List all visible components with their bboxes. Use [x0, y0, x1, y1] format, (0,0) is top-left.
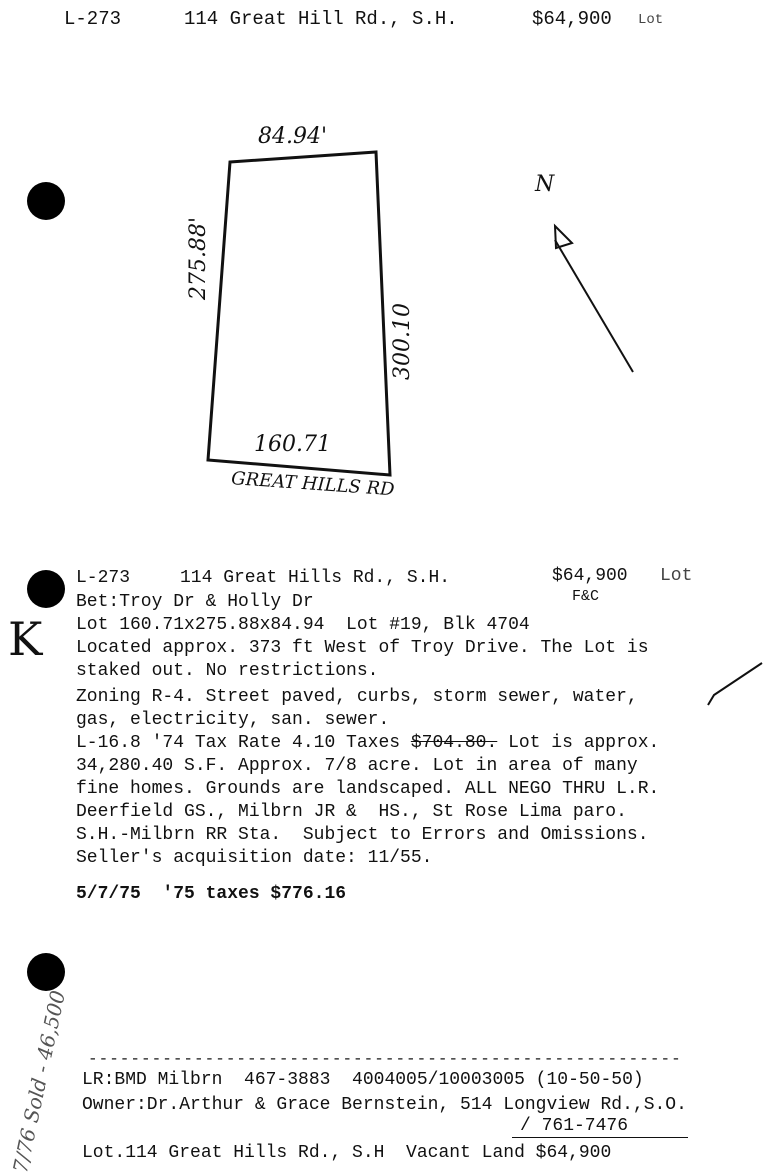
card-line: Deerfield GS., Milbrn JR & HS., St Rose Lima paro. [76, 802, 627, 822]
plot-left-dimension: 275.88' [186, 216, 211, 300]
margin-sold-note: 7/76 Sold - 46,500 [8, 988, 71, 1175]
plot-top-dimension: 84.94' [258, 124, 328, 149]
plot-right-dimension: 300.10 [390, 303, 415, 380]
struck-tax-amount: $704.80. [410, 733, 498, 753]
footer-phone-underline [512, 1137, 688, 1138]
card-address: 114 Great Hills Rd., S.H. [180, 568, 451, 588]
card-type: Lot [660, 566, 693, 586]
check-mark [700, 655, 768, 715]
footer-dash-rule: -------------------------------------------------------- [88, 1050, 682, 1068]
card-line: Lot 160.71x275.88x84.94 Lot #19, Blk 4704 [76, 615, 530, 635]
plot-road-label: GREAT HILLS RD [230, 468, 396, 501]
binder-hole-bottom [27, 953, 65, 991]
card-listing-id: L-273 [76, 568, 131, 588]
plot-bottom-dimension: 160.71 [254, 432, 331, 457]
card-price: $64,900 [552, 566, 628, 586]
footer-phone: / 761-7476 [520, 1116, 629, 1136]
listing-id: L-273 [64, 8, 122, 30]
acquisition-date: Seller's acquisition date: 11/55. [76, 848, 433, 868]
north-label: N [535, 172, 555, 197]
lot-plot-sketch [0, 0, 768, 540]
card-line: S.H.-Milbrn RR Sta. Subject to Errors and Omissions. [76, 825, 649, 845]
tax-line-prefix: L-16.8 '74 Tax Rate 4.10 Taxes [76, 733, 411, 753]
tax-line [76, 733, 659, 753]
footer-summary: Lot.114 Great Hills Rd., S.H Vacant Land $64,900 [82, 1143, 612, 1163]
lot-outline [208, 152, 390, 475]
tax-line-suffix: Lot is approx. [497, 733, 660, 753]
footer-lr-line: LR:BMD Milbrn 467-3883 4004005/10003005 (10-50-50) [82, 1070, 644, 1090]
card-line: fine homes. Grounds are landscaped. ALL NEGO THRU L.R. [76, 779, 660, 799]
card-line: Located approx. 373 ft West of Troy Drive. The Lot is [76, 638, 649, 658]
card-line: gas, electricity, san. sewer. [76, 710, 390, 730]
header-address: 114 Great Hill Rd., S.H. [184, 8, 458, 30]
card-line: Bet:Troy Dr & Holly Dr [76, 592, 314, 612]
footer-owner-line: Owner:Dr.Arthur & Grace Bernstein, 514 Longview Rd.,S.O. [82, 1095, 687, 1115]
north-arrow-line [555, 240, 633, 372]
card-code: F&C [572, 588, 600, 605]
header-type: Lot [638, 12, 664, 28]
card-line: 34,280.40 S.F. Approx. 7/8 acre. Lot in area of many [76, 756, 638, 776]
binder-hole-middle [27, 570, 65, 608]
tax-update: 5/7/75 '75 taxes $776.16 [76, 884, 347, 904]
card-line: staked out. No restrictions. [76, 661, 379, 681]
header-price: $64,900 [532, 8, 612, 30]
card-line: Zoning R-4. Street paved, curbs, storm sewer, water, [76, 687, 638, 707]
handwritten-k: K [8, 612, 43, 666]
